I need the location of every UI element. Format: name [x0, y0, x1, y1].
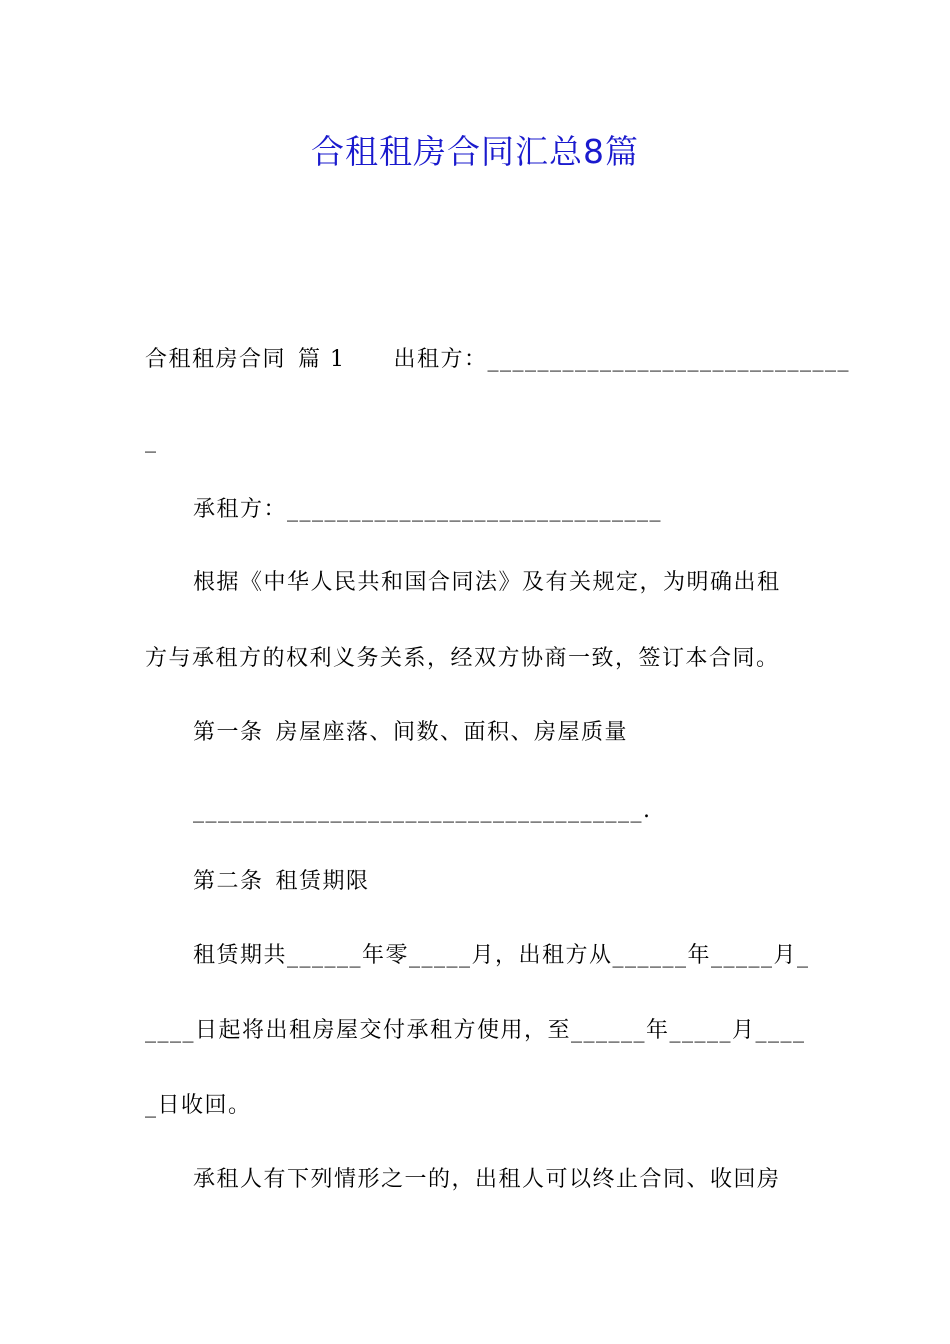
contract-number: 篇 1: [298, 347, 346, 372]
article-1-heading: [193, 718, 810, 748]
article-1-number: 第一条: [193, 720, 264, 745]
paragraph-line-5: 方与承租方的权利义务关系，经双方协商一致，签订本合同。: [145, 646, 780, 671]
article-1-blank: ____________________________________.: [193, 798, 652, 823]
paragraph-line-4: 根据《中华人民共和国合同法》及有关规定，为明确出租: [193, 570, 781, 595]
lease-term-line-2: ____日起将出租房屋交付承租方使用，至______年_____月____: [145, 1018, 806, 1043]
lessee-field: 承租方：______________________________: [193, 497, 663, 522]
contract-heading: 合租租房合同: [145, 347, 287, 372]
lessor-field: 出租方：_____________________________: [393, 347, 851, 372]
lease-term-line-1: 租赁期共______年零_____月，出租方从______年_____月_: [193, 943, 810, 968]
paragraph-line-1: [145, 345, 851, 375]
article-2-number: 第二条: [193, 869, 264, 894]
article-1-title: 房屋座落、间数、面积、房屋质量: [275, 720, 629, 745]
termination-line-1: 承租人有下列情形之一的，出租人可以终止合同、收回房: [193, 1167, 781, 1192]
article-2-title: 租赁期限: [275, 869, 370, 894]
article-2-heading: [193, 867, 810, 897]
document-title: 合租租房合同汇总8篇: [311, 132, 639, 171]
paragraph-line-2: _: [145, 428, 158, 453]
lease-term-line-3: _日收回。: [145, 1093, 252, 1118]
